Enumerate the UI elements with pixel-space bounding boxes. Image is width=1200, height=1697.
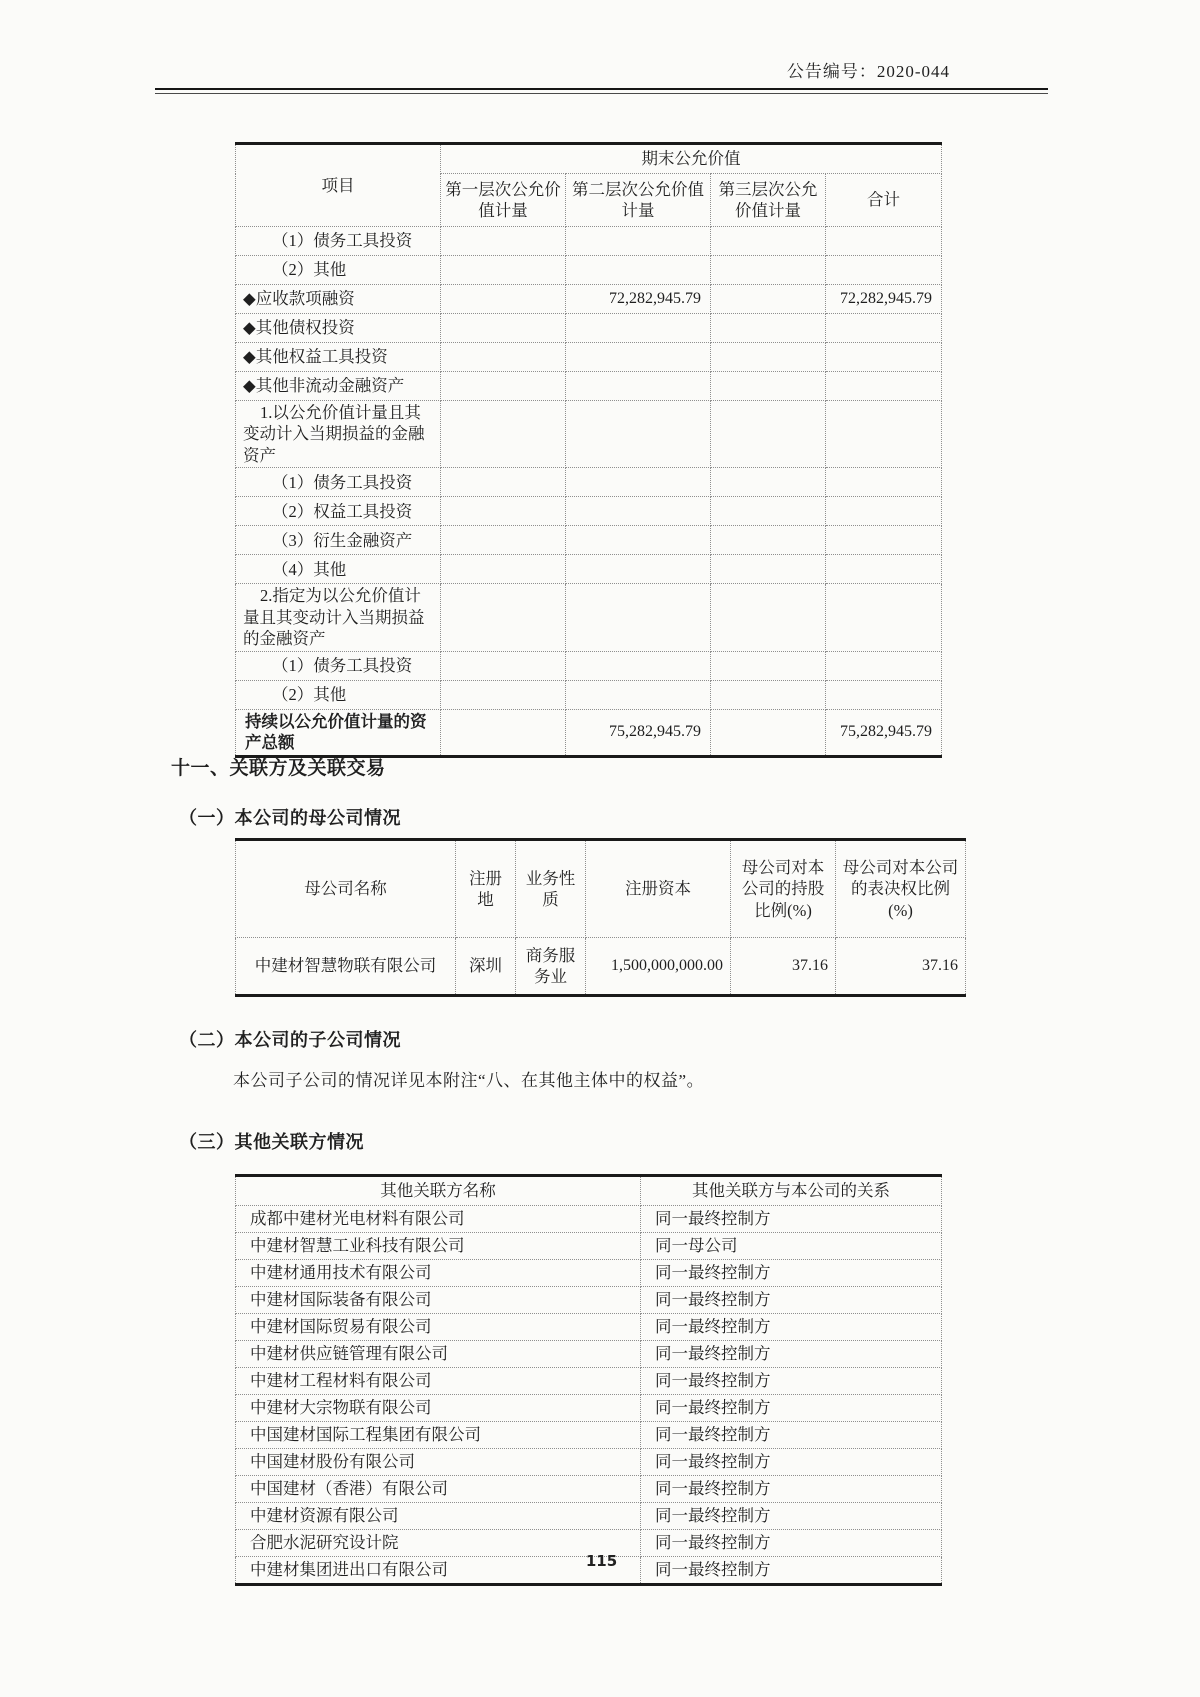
value-cell	[566, 314, 711, 343]
value-cell	[441, 651, 566, 680]
value-cell	[711, 468, 826, 497]
value-cell	[826, 468, 942, 497]
vote-pct-cell: 37.16	[836, 938, 966, 996]
value-cell	[826, 372, 942, 401]
subsection-title-subsidiaries: （二）本公司的子公司情况	[179, 1030, 401, 1050]
column-header-related-name: 其他关联方名称	[236, 1176, 641, 1206]
table-row	[236, 1449, 942, 1476]
table-row	[236, 680, 942, 709]
value-cell	[441, 555, 566, 584]
column-header-item: 项目	[236, 144, 441, 227]
related-name-cell: 中建材智慧工业科技有限公司	[236, 1233, 641, 1260]
related-name-cell: 中建材工程材料有限公司	[236, 1368, 641, 1395]
value-cell	[826, 497, 942, 526]
table-row	[236, 401, 942, 468]
subsection-title-other-related: （三）其他关联方情况	[179, 1132, 364, 1152]
relationship-cell: 同一最终控制方	[641, 1287, 942, 1314]
column-header-business: 业务性质	[516, 840, 586, 938]
column-header-level3: 第三层次公允价值计量	[711, 174, 826, 227]
table-row	[236, 285, 942, 314]
value-cell	[566, 555, 711, 584]
table-row	[236, 1260, 942, 1287]
value-cell	[441, 709, 566, 756]
value-cell: 75,282,945.79	[566, 709, 711, 756]
table-row	[236, 651, 942, 680]
value-cell	[826, 651, 942, 680]
value-cell	[711, 372, 826, 401]
value-cell	[566, 401, 711, 468]
value-cell	[711, 285, 826, 314]
item-cell: （2）其他	[236, 680, 441, 709]
relationship-cell: 同一最终控制方	[641, 1557, 942, 1585]
parent-name-cell: 中建材智慧物联有限公司	[236, 938, 456, 996]
value-cell	[826, 343, 942, 372]
value-cell	[826, 680, 942, 709]
capital-cell: 1,500,000,000.00	[586, 938, 731, 996]
value-cell: 72,282,945.79	[566, 285, 711, 314]
table-row	[236, 343, 942, 372]
related-name-cell: 成都中建材光电材料有限公司	[236, 1206, 641, 1233]
business-cell: 商务服务业	[516, 938, 586, 996]
column-header-relationship: 其他关联方与本公司的关系	[641, 1176, 942, 1206]
value-cell	[711, 709, 826, 756]
value-cell	[566, 526, 711, 555]
table-row	[236, 227, 942, 256]
table-row	[236, 555, 942, 584]
table-row	[236, 938, 966, 996]
value-cell	[441, 680, 566, 709]
column-header-reg-place: 注册地	[456, 840, 516, 938]
column-header-vote-pct: 母公司对本公司的表决权比例(%)	[836, 840, 966, 938]
item-cell: （3）衍生金融资产	[236, 526, 441, 555]
value-cell	[711, 680, 826, 709]
related-name-cell: 中建材国际贸易有限公司	[236, 1314, 641, 1341]
other-related-table	[235, 1174, 942, 1586]
page-number: 115	[585, 1552, 618, 1570]
item-cell: （1）债务工具投资	[236, 227, 441, 256]
value-cell	[566, 343, 711, 372]
table-row	[236, 526, 942, 555]
value-cell	[711, 401, 826, 468]
value-cell	[441, 314, 566, 343]
value-cell: 75,282,945.79	[826, 709, 942, 756]
item-cell: 2.指定为以公允价值计量且其变动计入当期损益的金融资产	[236, 584, 441, 651]
value-cell	[441, 526, 566, 555]
table-row	[236, 497, 942, 526]
relationship-cell: 同一最终控制方	[641, 1395, 942, 1422]
column-header-total: 合计	[826, 174, 942, 227]
value-cell	[566, 584, 711, 651]
column-header-level2: 第二层次公允价值计量	[566, 174, 711, 227]
column-header-parent-name: 母公司名称	[236, 840, 456, 938]
table-row	[236, 584, 942, 651]
relationship-cell: 同一最终控制方	[641, 1314, 942, 1341]
column-header-capital: 注册资本	[586, 840, 731, 938]
table-row	[236, 1233, 942, 1260]
related-name-cell: 中建材资源有限公司	[236, 1503, 641, 1530]
item-cell: ◆其他权益工具投资	[236, 343, 441, 372]
value-cell	[441, 584, 566, 651]
value-cell	[566, 651, 711, 680]
value-cell	[826, 401, 942, 468]
table-total-row	[236, 709, 942, 756]
item-cell: ◆其他债权投资	[236, 314, 441, 343]
fair-value-table-container	[235, 142, 942, 758]
table-row	[236, 1395, 942, 1422]
item-cell: ◆其他非流动金融资产	[236, 372, 441, 401]
item-cell: ◆应收款项融资	[236, 285, 441, 314]
value-cell	[441, 227, 566, 256]
related-name-cell: 中建材集团进出口有限公司	[236, 1557, 641, 1585]
column-header-level1: 第一层次公允价值计量	[441, 174, 566, 227]
announcement-number: 公告编号：2020-044	[786, 62, 950, 81]
parent-company-table-container	[235, 838, 966, 997]
value-cell	[566, 256, 711, 285]
value-cell	[566, 680, 711, 709]
value-cell	[711, 256, 826, 285]
value-cell	[441, 372, 566, 401]
parent-company-table	[235, 838, 966, 997]
value-cell	[441, 285, 566, 314]
other-related-table-container	[235, 1174, 942, 1586]
value-cell	[566, 372, 711, 401]
value-cell	[711, 526, 826, 555]
table-row	[236, 468, 942, 497]
relationship-cell: 同一最终控制方	[641, 1530, 942, 1557]
value-cell	[441, 256, 566, 285]
table-row	[236, 1422, 942, 1449]
item-cell: （1）债务工具投资	[236, 468, 441, 497]
related-name-cell: 中建材大宗物联有限公司	[236, 1395, 641, 1422]
relationship-cell: 同一最终控制方	[641, 1449, 942, 1476]
value-cell	[711, 497, 826, 526]
value-cell	[711, 227, 826, 256]
value-cell: 72,282,945.79	[826, 285, 942, 314]
related-name-cell: 中建材供应链管理有限公司	[236, 1341, 641, 1368]
subsidiaries-note-paragraph: 本公司子公司的情况详见本附注“八、在其他主体中的权益”。	[233, 1071, 705, 1090]
value-cell	[826, 314, 942, 343]
value-cell	[711, 555, 826, 584]
subsection-title-parent-company: （一）本公司的母公司情况	[179, 808, 401, 828]
relationship-cell: 同一最终控制方	[641, 1260, 942, 1287]
reg-place-cell: 深圳	[456, 938, 516, 996]
value-cell	[441, 401, 566, 468]
related-name-cell: 中国建材（香港）有限公司	[236, 1476, 641, 1503]
value-cell	[711, 584, 826, 651]
item-cell: 1.以公允价值计量且其变动计入当期损益的金融资产	[236, 401, 441, 468]
value-cell	[441, 497, 566, 526]
table-header-row	[236, 840, 966, 938]
fair-value-table	[235, 142, 942, 758]
related-name-cell: 中建材国际装备有限公司	[236, 1287, 641, 1314]
table-row	[236, 1341, 942, 1368]
value-cell	[826, 584, 942, 651]
value-cell	[826, 526, 942, 555]
table-row	[236, 1314, 942, 1341]
table-row	[236, 372, 942, 401]
value-cell	[711, 314, 826, 343]
related-name-cell: 合肥水泥研究设计院	[236, 1530, 641, 1557]
item-cell: （2）权益工具投资	[236, 497, 441, 526]
value-cell	[441, 343, 566, 372]
relationship-cell: 同一最终控制方	[641, 1422, 942, 1449]
table-row	[236, 314, 942, 343]
section-title-related-parties: 十一、关联方及关联交易	[171, 758, 386, 779]
relationship-cell: 同一最终控制方	[641, 1206, 942, 1233]
value-cell	[826, 256, 942, 285]
relationship-cell: 同一母公司	[641, 1233, 942, 1260]
value-cell	[711, 343, 826, 372]
column-group-header: 期末公允价值	[441, 144, 942, 174]
item-cell: （4）其他	[236, 555, 441, 584]
value-cell	[566, 468, 711, 497]
table-row	[236, 1503, 942, 1530]
value-cell	[826, 555, 942, 584]
table-row	[236, 1476, 942, 1503]
related-name-cell: 中国建材国际工程集团有限公司	[236, 1422, 641, 1449]
column-header-share-pct: 母公司对本公司的持股比例(%)	[731, 840, 836, 938]
relationship-cell: 同一最终控制方	[641, 1503, 942, 1530]
related-name-cell: 中建材通用技术有限公司	[236, 1260, 641, 1287]
item-cell: （1）债务工具投资	[236, 651, 441, 680]
table-header-row	[236, 1176, 942, 1206]
table-row	[236, 1287, 942, 1314]
value-cell	[711, 651, 826, 680]
value-cell	[826, 227, 942, 256]
value-cell	[441, 468, 566, 497]
table-row	[236, 1206, 942, 1233]
item-cell: 持续以公允价值计量的资产总额	[236, 709, 441, 756]
value-cell	[566, 497, 711, 526]
value-cell	[566, 227, 711, 256]
relationship-cell: 同一最终控制方	[641, 1368, 942, 1395]
header-rule	[155, 88, 1048, 94]
related-name-cell: 中国建材股份有限公司	[236, 1449, 641, 1476]
share-pct-cell: 37.16	[731, 938, 836, 996]
item-cell: （2）其他	[236, 256, 441, 285]
relationship-cell: 同一最终控制方	[641, 1476, 942, 1503]
table-row	[236, 1368, 942, 1395]
relationship-cell: 同一最终控制方	[641, 1341, 942, 1368]
table-row	[236, 256, 942, 285]
table-header-row	[236, 144, 942, 174]
